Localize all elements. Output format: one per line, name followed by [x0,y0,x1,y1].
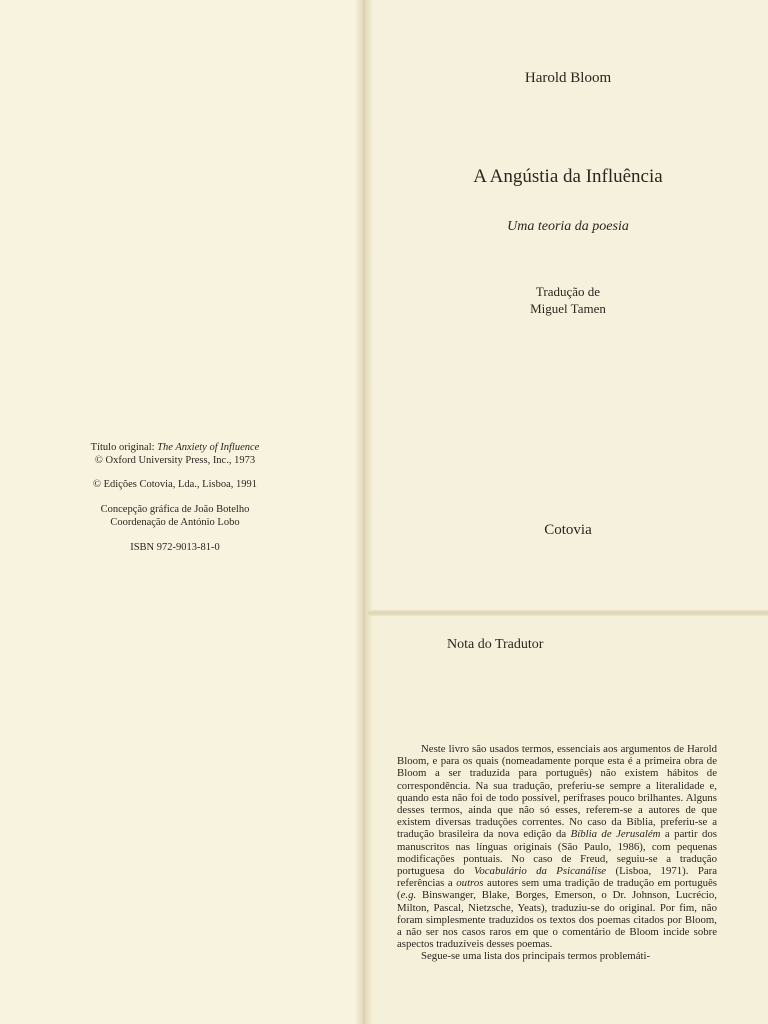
publisher-name: Cotovia [544,522,592,538]
isbn: ISBN 972-9013-81-0 [130,542,220,553]
note-text: Binswanger, Blake, Borges, Emerson, o Dr. Johnson, Lucrécio, Milton, Pascal, Nietzsche, Yeats), traduziu-se do original. Por fim, não foram simplesmente traduzidos os textos dos poemas citados por Bloom, a não ser nos casos raros em que o comentário de Bloom incide sobre aspectos traduzíveis desses poemas. [397,889,717,951]
note-body [397,743,717,963]
note-text: autores sem uma tradição de tradução em português ( [397,877,717,902]
coordination-credit: Coordenação de António Lobo [110,517,240,528]
page-seam [368,610,768,616]
book-gutter [356,0,372,1024]
note-heading: Nota do Tradutor [447,637,544,652]
note-next-paragraph: Segue-se uma lista dos principais termos problemáti- [421,950,651,963]
book-subtitle: Uma teoria da poesia [507,219,629,234]
copyright-oxford: © Oxford University Press, Inc., 1973 [94,455,256,466]
book-title: A Angústia da Influência [473,166,663,187]
graphic-design-credit: Concepção gráfica de João Botelho [100,504,250,515]
note-text: Neste livro são usados termos, essenciais aos argumentos de Harold Bloom, e para os quais (nomeadamente porque esta é a primeira obra de Bloom a ser traduzida para português) não existem hábitos de correspondência. Na sua tradução, preferiu-se sempre a literalidade e, quando esta não foi de todo possível, perífrases pouco brilhantes. Alguns desses termos, ainda que não só esses, referem-se a autores de que existem diversas traduções correntes. No caso da Bíblia, preferiu-se a tradução brasileira da nova edição da [397,743,717,841]
note-text-italic: Bíblia de Jerusalém [570,828,661,841]
original-title-label: Título original: [90,442,155,453]
original-title-credit [60,441,290,467]
original-title: The Anxiety of Influence [157,442,260,453]
note-text: a partir dos manuscritos nas línguas originais (São Paulo, 1986), com pequenas modificações pontuais. No caso de Freud, seguiu-se a tradução portuguesa do [397,828,717,878]
translation-label: Tradução de [535,284,601,299]
note-text-italic: outros [456,877,484,890]
note-paragraph [397,743,717,950]
note-text: (Lisboa, 1971). Para referências a [397,865,718,890]
note-text-italic: Vocabulário da Psicanálise [473,865,607,878]
author-name: Harold Bloom [524,70,612,86]
note-text-italic: e.g. [400,889,417,902]
design-credits [60,503,290,529]
translator-name: Miguel Tamen [530,301,606,316]
copyright-cotovia: © Edições Cotovia, Lda., Lisboa, 1991 [93,479,257,490]
